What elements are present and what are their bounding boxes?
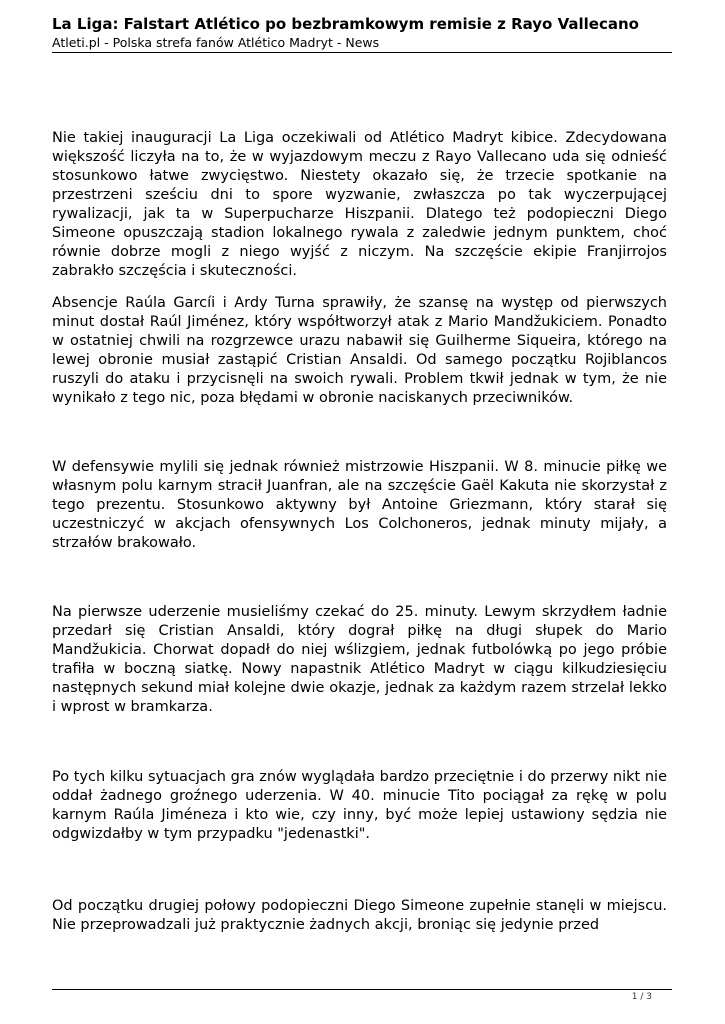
article-paragraph-2: Absencje Raúla Garcíi i Ardy Turna sprawiły, że szansę na występ od pierwszych minut dostał Raúl Jiménez, który współtworzył atak z Mario Mandžukiciem. Ponadto w ostatniej chwili na rozgrzewce urazu nabawił się Guilherme Siqueira, którego na lewej obronie musiał zastąpić Cristian Ansaldi. Od samego początku Rojiblancos ruszyli do ataku i przycisnęli na swoich rywali. Problem tkwił jednak w tym, że nie wynikało z tego nic, poza błędami w obronie naciskanych przeciwników. bbox=[52, 295, 667, 406]
article-paragraph-3: W defensywie mylili się jednak również mistrzowie Hiszpanii. W 8. minucie piłkę we własnym polu karnym stracił Juanfran, ale na szczęście Gaël Kakuta nie skorzystał z tego prezentu. Stosunkowo aktywny był Antoine Griezmann, który starał się uczestniczyć w akcjach ofensywnych Los Colchoneros, jednak minuty mijały, a strzałów brakowało. bbox=[52, 459, 667, 551]
article-paragraph-6: Od początku drugiej połowy podopieczni Diego Simeone zupełnie stanęli w miejscu. Nie przeprowadzali już praktycznie żadnych akcji, broniąc się jedynie przed bbox=[52, 898, 667, 933]
site-subtitle: Atleti.pl - Polska strefa fanów Atlético Madryt - News bbox=[52, 35, 380, 50]
page-number: 1 / 3 bbox=[631, 992, 652, 1002]
header-divider bbox=[52, 52, 672, 53]
page-header bbox=[52, 14, 672, 52]
article-paragraph-1: Nie takiej inauguracji La Liga oczekiwali od Atlético Madryt kibice. Zdecydowana większość liczyła na to, że w wyjazdowym meczu z Rayo Vallecano uda się odnieść stosunkowo łatwe zwycięstwo. Niestety okazało się, że trzecie spotkanie na przestrzeni sześciu dni to spore wyzwanie, zwłaszcza po tak wyczerpującej rywalizacji, jak ta w Superpucharze Hiszpanii. Dlatego też podopieczni Diego Simeone opuszczają stadion lokalnego rywala z zaledwie jednym punktem, choć równie dobrze mogli z niego wyjść z niczym. Na szczęście ekipie Franjirrojos zabrakło szczęścia i skuteczności. bbox=[52, 130, 667, 279]
footer-divider bbox=[52, 989, 672, 990]
article-title: La Liga: Falstart Atlético po bezbramkowym remisie z Rayo Vallecano bbox=[52, 15, 639, 33]
article-paragraph-4: Na pierwsze uderzenie musieliśmy czekać do 25. minuty. Lewym skrzydłem ładnie przedarł się Cristian Ansaldi, który dograł piłkę na długi słupek do Mario Mandžukicia. Chorwat dopadł do niej wślizgiem, jednak futbolówką po jego próbie trafiła w boczną siatkę. Nowy napastnik Atlético Madryt w ciągu kilkudziesięciu następnych sekund miał kolejne dwie okazje, jednak za każdym razem strzelał lekko i wprost w bramkarza. bbox=[52, 604, 667, 715]
article-paragraph-5: Po tych kilku sytuacjach gra znów wyglądała bardzo przeciętnie i do przerwy nikt nie oddał żadnego groźnego uderzenia. W 40. minucie Tito pociągał za rękę w polu karnym Raúla Jiméneza i kto wie, czy inny, być może lepiej ustawiony sędzia nie odgwizdałby w tym przypadku "jedenastki". bbox=[52, 769, 667, 842]
